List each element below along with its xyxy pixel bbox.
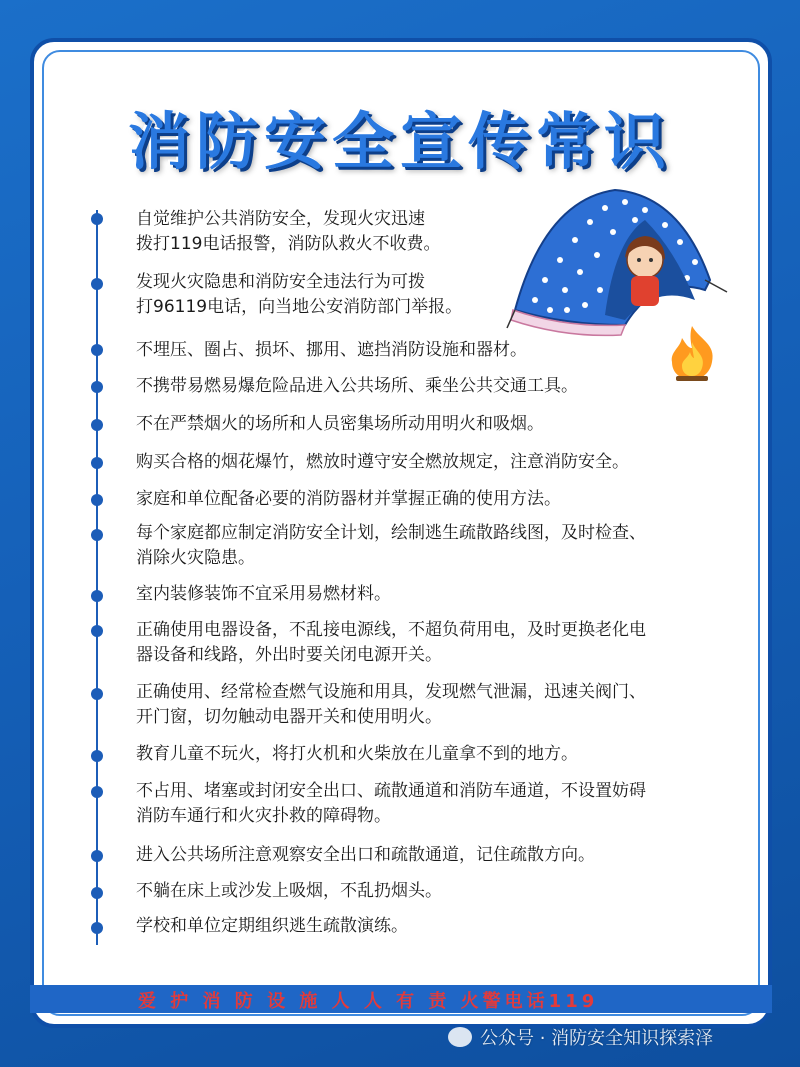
item-line: 每个家庭都应制定消防安全计划，绘制逃生疏散路线图，及时检查、: [136, 523, 646, 543]
bullet-dot: [91, 887, 103, 899]
item-line: 不在严禁烟火的场所和人员密集场所动用明火和吸烟。: [136, 414, 544, 434]
bullet-dot: [91, 625, 103, 637]
timeline-line: [96, 210, 98, 945]
bullet-dot: [91, 786, 103, 798]
bottom-banner: [30, 985, 772, 1013]
bullet-dot: [91, 457, 103, 469]
list-item: [136, 843, 736, 868]
item-line: 不躺在床上或沙发上吸烟，不乱扔烟头。: [136, 881, 442, 901]
bullet-dot: [91, 381, 103, 393]
item-line: 器设备和线路，外出时要关闭电源开关。: [136, 645, 442, 665]
bullet-dot: [91, 494, 103, 506]
item-line: 开门窗，切勿触动电器开关和使用明火。: [136, 707, 442, 727]
item-line: 消除火灾隐患。: [136, 548, 255, 568]
bullet-dot: [91, 590, 103, 602]
list-item: [136, 270, 516, 320]
list-item: [136, 742, 736, 767]
item-line: 学校和单位定期组织逃生疏散演练。: [136, 916, 408, 936]
bullet-dot: [91, 688, 103, 700]
campfire-icon: [662, 322, 722, 384]
list-item: [136, 412, 736, 437]
item-line: 发现火灾隐患和消防安全违法行为可拨: [136, 272, 425, 292]
item-line: 不埋压、圈占、损坏、挪用、遮挡消防设施和器材。: [136, 340, 527, 360]
banner-text: 爱 护 消 防 设 施 人 人 有 责 火警电话119: [138, 991, 599, 1012]
list-item: [136, 487, 736, 512]
item-line: 拨打119电话报警，消防队救火不收费。: [136, 234, 441, 254]
item-line: 消防车通行和火灾扑救的障碍物。: [136, 806, 391, 826]
item-line: 正确使用电器设备，不乱接电源线，不超负荷用电，及时更换老化电: [136, 620, 646, 640]
item-line: 室内装修装饰不宜采用易燃材料。: [136, 584, 391, 604]
item-line: 购买合格的烟花爆竹，燃放时遵守安全燃放规定，注意消防安全。: [136, 452, 629, 472]
page-title: 消防安全宣传常识: [127, 105, 672, 178]
item-line: 不占用、堵塞或封闭安全出口、疏散通道和消防车通道，不设置妨碍: [136, 781, 646, 801]
bullet-dot: [91, 213, 103, 225]
bullet-dot: [91, 419, 103, 431]
list-item: [136, 618, 736, 668]
item-line: 家庭和单位配备必要的消防器材并掌握正确的使用方法。: [136, 489, 561, 509]
item-line: 进入公共场所注意观察安全出口和疏散通道，记住疏散方向。: [136, 845, 595, 865]
bullet-dot: [91, 750, 103, 762]
wechat-icon: [448, 1027, 472, 1047]
list-item: [136, 879, 736, 904]
bullet-dot: [91, 344, 103, 356]
list-item: [136, 779, 736, 829]
item-line: 打96119电话，向当地公安消防部门举报。: [136, 297, 463, 317]
item-line: 正确使用、经常检查燃气设施和用具，发现燃气泄漏，迅速关阀门、: [136, 682, 646, 702]
list-item: [136, 450, 736, 475]
list-item: [136, 582, 736, 607]
bullet-dot: [91, 850, 103, 862]
list-item: [136, 680, 736, 730]
list-item: [136, 521, 736, 571]
bullet-dot: [91, 278, 103, 290]
watermark-text: 公众号 · 消防安全知识探索泽: [480, 1028, 714, 1049]
bullet-dot: [91, 529, 103, 541]
item-line: 教育儿童不玩火，将打火机和火柴放在儿童拿不到的地方。: [136, 744, 578, 764]
bullet-dot: [91, 922, 103, 934]
item-line: 自觉维护公共消防安全，发现火灾迅速: [136, 209, 425, 229]
item-line: 不携带易燃易爆危险品进入公共场所、乘坐公共交通工具。: [136, 376, 578, 396]
watermark: [448, 1022, 713, 1052]
list-item: [136, 914, 736, 939]
